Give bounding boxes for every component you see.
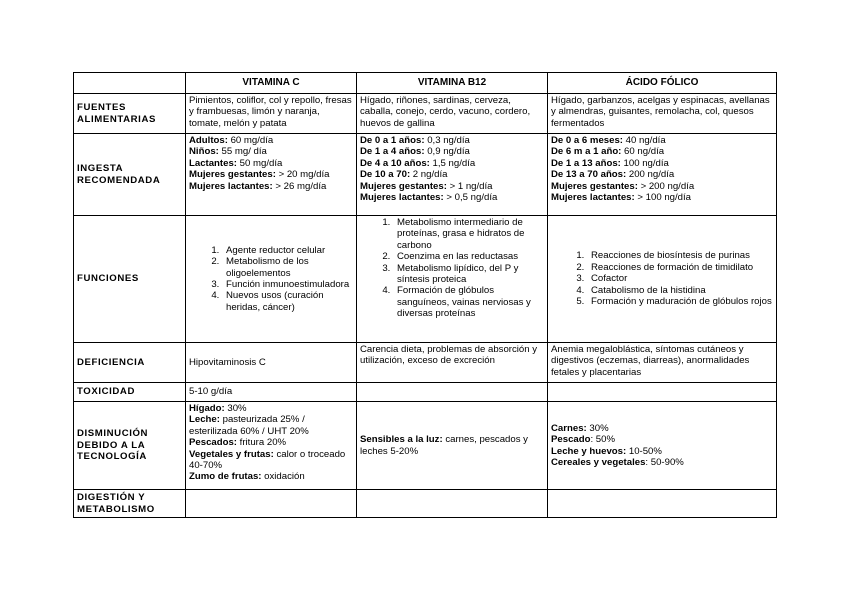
kv-line: Mujeres lactantes: > 0,5 ng/día <box>360 192 498 204</box>
row-label-disminucion: DISMINUCIÓN DEBIDO A LA TECNOLOGÍA <box>74 402 186 490</box>
list-item: 2. Coenzima en las reductasas <box>393 251 544 262</box>
kv-line: De 13 a 70 años: 200 ng/día <box>551 169 675 181</box>
cell-fuentes-vitc: Pimientos, coliflor, col y repollo, fresas y frambuesas, limón y naranja, tomate, melón y patata <box>186 94 357 134</box>
kv-line: De 0 a 1 años: 0,3 ng/día <box>360 135 470 146</box>
cell-deficiencia-vitc: Hipovitaminosis C <box>186 343 357 383</box>
kv-line: De 0 a 6 meses: 40 ng/día <box>551 135 666 146</box>
kv-line: De 4 a 10 años: 1,5 ng/día <box>360 157 476 169</box>
row-digestion <box>74 490 777 518</box>
cell-digestion-b12 <box>357 490 548 518</box>
kv-line: Cereales y vegetales: 50-90% <box>551 456 684 468</box>
header-acido-folico: ÁCIDO FÓLICO <box>548 73 777 94</box>
kv-line: De 10 a 70: 2 ng/día <box>360 169 448 181</box>
kv-line: Zumo de frutas: oxidación <box>189 471 305 483</box>
cell-funciones-folico <box>548 216 777 343</box>
kv-line: Mujeres lactantes: > 26 mg/día <box>189 180 327 192</box>
cell-disminucion-folico <box>548 402 777 490</box>
header-vitamina-b12: VITAMINA B12 <box>357 73 548 94</box>
cell-toxicidad-b12 <box>357 383 548 402</box>
kv-line: Mujeres gestantes: > 20 mg/día <box>189 169 330 181</box>
row-label-fuentes: FUENTES ALIMENTARIAS <box>74 94 186 134</box>
list-item: 4. Catabolismo de la histidina <box>587 285 773 296</box>
cell-toxicidad-folico <box>548 383 777 402</box>
header-row <box>74 73 777 94</box>
cell-ingesta-b12 <box>357 134 548 216</box>
list-item: 5. Formación y maduración de glóbulos rojos <box>587 296 773 307</box>
list-item: 2. Reacciones de formación de timidilato <box>587 262 773 273</box>
cell-funciones-vitc <box>186 216 357 343</box>
kv-line: Lactantes: 50 mg/día <box>189 157 283 169</box>
cell-ingesta-folico <box>548 134 777 216</box>
cell-digestion-vitc <box>186 490 357 518</box>
kv-line: Mujeres gestantes: > 200 ng/día <box>551 180 695 192</box>
kv-line: Sensibles a la luz: carnes, pescados y leches 5-20% <box>360 434 528 457</box>
kv-line: Mujeres gestantes: > 1 ng/día <box>360 180 493 192</box>
row-label-deficiencia: DEFICIENCIA <box>74 343 186 383</box>
row-label-ingesta: INGESTA RECOMENDADA <box>74 134 186 216</box>
cell-digestion-folico <box>548 490 777 518</box>
cell-funciones-b12 <box>357 216 548 343</box>
row-label-digestion: DIGESTIÓN Y METABOLISMO <box>74 490 186 518</box>
kv-line: De 1 a 13 años: 100 ng/día <box>551 157 669 169</box>
cell-disminucion-b12 <box>357 402 548 490</box>
row-label-funciones: FUNCIONES <box>74 216 186 343</box>
row-toxicidad <box>74 383 777 402</box>
kv-line: Carnes: 30% <box>551 422 609 434</box>
nutrient-table <box>73 72 777 518</box>
cell-deficiencia-b12: Carencia dieta, problemas de absorción y utilización, exceso de excreción <box>357 343 548 383</box>
row-label-toxicidad: TOXICIDAD <box>74 383 186 402</box>
list-item: 1. Reacciones de biosíntesis de purinas <box>587 250 773 261</box>
list-item: 3. Metabolismo lipídico, del P y síntesis proteica <box>393 263 544 286</box>
kv-line: Pescado: 50% <box>551 434 616 446</box>
list-item: 1. Metabolismo intermediario de proteínas, grasa e hidratos de carbono <box>393 217 544 251</box>
list-item: 1. Agente reductor celular <box>222 245 353 256</box>
row-deficiencia <box>74 343 777 383</box>
kv-line: Mujeres lactantes: > 100 ng/día <box>551 192 691 204</box>
cell-ingesta-vitc <box>186 134 357 216</box>
row-funciones <box>74 216 777 343</box>
kv-line: Leche: pasteurizada 25% / esterilizada 60% / UHT 20% <box>189 414 309 437</box>
kv-line: De 1 a 4 años: 0,9 ng/día <box>360 146 470 158</box>
list-item: 3. Función inmunoestimuladora <box>222 279 353 290</box>
kv-line: Adultos: 60 mg/día <box>189 135 274 146</box>
cell-disminucion-vitc <box>186 402 357 490</box>
kv-line: Niños: 55 mg/ día <box>189 146 267 158</box>
cell-deficiencia-folico: Anemia megaloblástica, síntomas cutáneos y digestivos (eczemas, diarreas), anormalidades fetales y placentarias <box>548 343 777 383</box>
cell-fuentes-folico: Hígado, garbanzos, acelgas y espinacas, avellanas y almendras, guisantes, remolacha, col, quesos fermentados <box>548 94 777 134</box>
header-vitamina-c: VITAMINA C <box>186 73 357 94</box>
kv-line: Hígado: 30% <box>189 403 247 414</box>
list-item: 4. Nuevos usos (curación heridas, cáncer) <box>222 290 353 313</box>
kv-line: De 6 m a 1 año: 60 ng/día <box>551 146 665 158</box>
row-disminucion <box>74 402 777 490</box>
row-fuentes <box>74 94 777 134</box>
kv-line: Vegetales y frutas: calor o troceado 40-70% <box>189 448 346 472</box>
cell-fuentes-b12: Hígado, riñones, sardinas, cerveza, caballa, conejo, cerdo, vacuno, cordero, huevos de gallina <box>357 94 548 134</box>
kv-line: Leche y huevos: 10-50% <box>551 445 662 457</box>
list-item: 3. Cofactor <box>587 273 773 284</box>
kv-line: Pescados: fritura 20% <box>189 437 287 449</box>
header-empty <box>74 73 186 94</box>
cell-toxicidad-vitc: 5-10 g/día <box>186 383 357 402</box>
row-ingesta <box>74 134 777 216</box>
list-item: 4. Formación de glóbulos sanguíneos, vainas nerviosas y diversas proteínas <box>393 285 544 319</box>
list-item: 2. Metabolismo de los oligoelementos <box>222 256 353 279</box>
